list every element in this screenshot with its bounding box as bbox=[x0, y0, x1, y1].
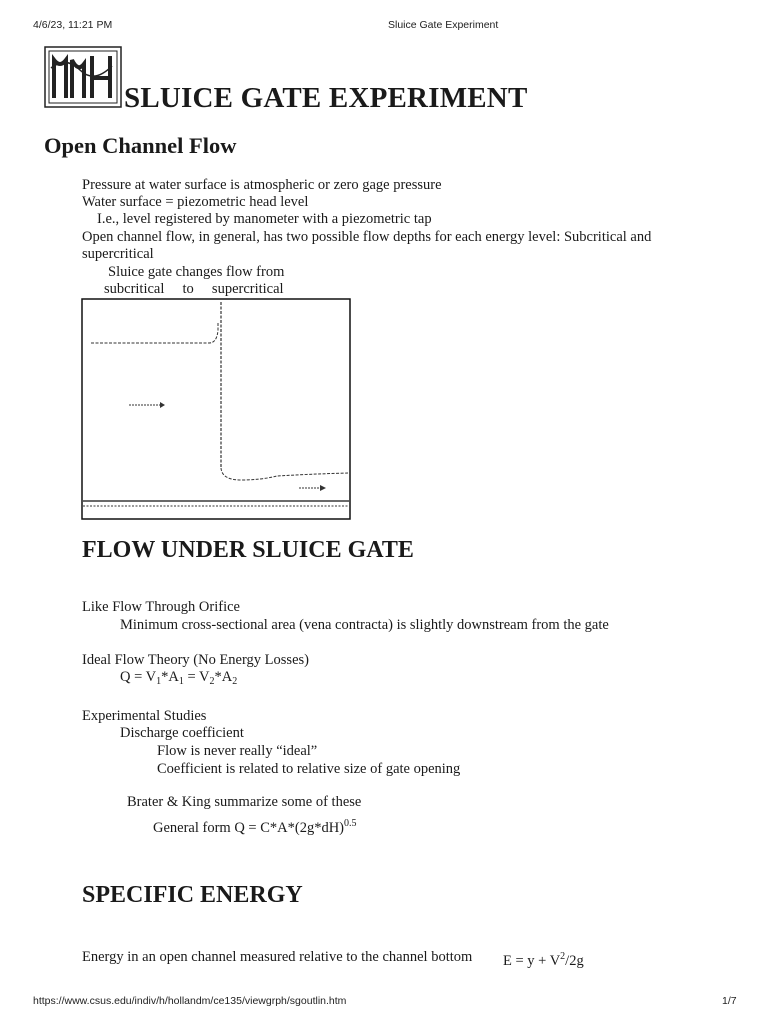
text-line: Water surface = piezometric head level bbox=[82, 194, 309, 210]
print-datetime: 4/6/23, 11:21 PM bbox=[33, 19, 113, 31]
text-line: Discharge coefficient bbox=[120, 725, 244, 741]
text-line: Energy in an open channel measured relative to the channel bottom bbox=[82, 949, 473, 965]
specific-energy-equation: $E = y + V^2/2g$ bbox=[503, 951, 584, 969]
section-heading-flow-under-gate: FLOW UNDER SLUICE GATE bbox=[82, 537, 414, 563]
sluice-gate-diagram bbox=[81, 298, 351, 520]
general-form-equation: General form $Q = C*A*(2g*dH)^{0.5}$ bbox=[153, 818, 357, 836]
text-line: Brater & King summarize some of these bbox=[127, 794, 362, 810]
text-line: Pressure at water surface is atmospheric or zero gage pressure bbox=[82, 177, 442, 193]
logo bbox=[44, 46, 122, 108]
text-line: Flow is never really “ideal” bbox=[157, 743, 318, 759]
text-line: Experimental Studies bbox=[82, 708, 207, 724]
text-line: Like Flow Through Orifice bbox=[82, 599, 240, 615]
section-heading-open-channel: Open Channel Flow bbox=[44, 133, 237, 158]
section-heading-specific-energy: SPECIFIC ENERGY bbox=[82, 882, 303, 908]
text-line: Ideal Flow Theory (No Energy Losses) bbox=[82, 652, 309, 668]
print-title: Sluice Gate Experiment bbox=[388, 19, 499, 31]
print-url: https://www.csus.edu/indiv/h/hollandm/ce135/viewgrph/sgoutlin.htm bbox=[33, 995, 347, 1007]
text-line: I.e., level registered by manometer with a piezometric tap bbox=[97, 211, 432, 227]
logo-image bbox=[44, 46, 122, 108]
text-line: Open channel flow, in general, has two possible flow depths for each energy level: Subcritical and bbox=[82, 229, 652, 245]
text-line: Minimum cross-sectional area (vena contracta) is slightly downstream from the gate bbox=[120, 617, 609, 633]
page-title: SLUICE GATE EXPERIMENT bbox=[124, 82, 528, 114]
ideal-flow-equation: $Q = V_1*A_1 = V_2*A_2$ bbox=[120, 669, 238, 687]
logo-text: MH bbox=[83, 106, 85, 107]
text-line: subcritical to supercritical bbox=[104, 281, 284, 297]
text-line: Sluice gate changes flow from bbox=[108, 264, 285, 280]
text-line: Coefficient is related to relative size of gate opening bbox=[157, 761, 461, 777]
print-page-number: 1/7 bbox=[722, 995, 737, 1007]
text-line: supercritical bbox=[82, 246, 154, 262]
